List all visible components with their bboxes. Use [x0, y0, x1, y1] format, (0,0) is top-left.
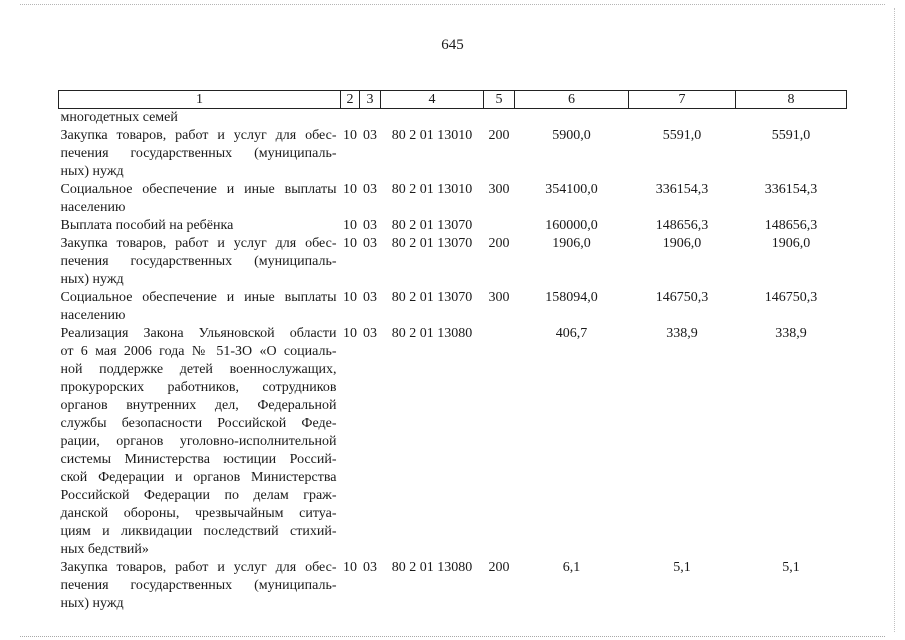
amount-col7-cell — [629, 109, 736, 128]
amount-col8-cell: 336154,3 — [764, 182, 818, 197]
row-name-cell — [59, 559, 341, 613]
budget-table — [58, 90, 847, 613]
row-name-cell — [59, 289, 341, 325]
column-header: 6 — [515, 91, 629, 109]
table-row — [59, 181, 847, 217]
row-name-line: ных) нужд — [60, 596, 124, 611]
row-name-line: системы Министерства юстиции Россий- — [60, 452, 337, 467]
row-name-line: населению — [60, 308, 126, 323]
amount-col8-cell: 1906,0 — [771, 236, 811, 251]
table-row — [59, 559, 847, 613]
amount-col7-cell: 146750,3 — [655, 290, 709, 305]
row-name-line: Социальное обеспечение и иные выплаты — [60, 182, 337, 197]
expense-type-cell — [484, 217, 515, 235]
row-name-line: ных) нужд — [60, 272, 124, 287]
expense-type-cell — [484, 109, 515, 128]
row-name-line: ной поддержке детей военнослужащих, — [60, 362, 337, 377]
amount-col8-cell: 338,9 — [775, 326, 807, 341]
table-row — [59, 289, 847, 325]
row-name-line: населению — [60, 200, 126, 215]
column-header: 8 — [736, 91, 847, 109]
table-row — [59, 127, 847, 181]
column-header: 2 — [341, 91, 360, 109]
row-name-line: Реализация Закона Ульяновской области — [60, 326, 337, 341]
row-name-line: Социальное обеспечение и иные выплаты — [60, 290, 337, 305]
target-article-cell: 80 2 01 13080 — [391, 560, 473, 575]
amount-col7-cell: 5,1 — [673, 560, 691, 575]
row-name-line: органов внутренних дел, Федеральной — [60, 398, 337, 413]
column-header: 7 — [629, 91, 736, 109]
section-code-cell: 10 — [343, 182, 357, 197]
column-header: 4 — [381, 91, 484, 109]
subsection-code-cell — [360, 109, 381, 128]
column-header: 5 — [484, 91, 515, 109]
amount-col6-cell: 354100,0 — [545, 182, 598, 197]
subsection-code-cell: 03 — [363, 290, 377, 305]
amount-col8-cell: 5591,0 — [771, 128, 811, 143]
subsection-code-cell: 03 — [363, 182, 377, 197]
table-row — [59, 325, 847, 559]
amount-col8-cell — [736, 109, 847, 128]
section-code-cell: 10 — [343, 326, 357, 341]
table-body — [59, 109, 847, 614]
row-name-cell — [59, 217, 341, 235]
row-name-line: ных бедствий» — [60, 542, 149, 557]
expense-type-cell: 300 — [488, 290, 510, 305]
amount-col6-cell: 5900,0 — [552, 128, 591, 143]
table-row — [59, 109, 847, 128]
amount-col6-cell: 406,7 — [555, 326, 588, 341]
row-name-line: циям и ликвидации последствий стихий- — [60, 524, 337, 539]
row-name-line: рации, органов уголовно-исполнительной — [60, 434, 337, 449]
column-number-header-row — [59, 91, 847, 109]
row-name-line: печения государственных (муниципаль- — [60, 578, 337, 593]
amount-col7-cell: 1906,0 — [662, 236, 702, 251]
row-name-line: Выплата пособий на ребёнка — [60, 218, 234, 233]
row-name-line: данской обороны, чрезвычайным ситуа- — [60, 506, 337, 521]
amount-col7-cell: 148656,3 — [655, 218, 709, 233]
target-article-cell: 80 2 01 13070 — [391, 290, 473, 305]
scan-edge-right — [894, 8, 895, 632]
amount-col6-cell — [515, 109, 629, 128]
subsection-code-cell: 03 — [363, 128, 377, 143]
scan-edge-bottom — [20, 636, 885, 637]
expense-type-cell: 200 — [488, 560, 510, 575]
row-name-cell — [59, 127, 341, 181]
row-name-line: Закупка товаров, работ и услуг для обес- — [60, 128, 337, 143]
target-article-cell: 80 2 01 13010 — [391, 182, 473, 197]
row-name-line: Российской Федерации по делам граж- — [60, 488, 337, 503]
subsection-code-cell: 03 — [363, 218, 377, 233]
subsection-code-cell: 03 — [363, 326, 377, 341]
target-article-cell: 80 2 01 13010 — [391, 128, 473, 143]
table-row — [59, 235, 847, 289]
scan-edge-top — [20, 4, 885, 5]
subsection-code-cell: 03 — [363, 236, 377, 251]
column-header: 3 — [360, 91, 381, 109]
target-article-cell: 80 2 01 13070 — [391, 236, 473, 251]
target-article-cell: 80 2 01 13070 — [391, 218, 473, 233]
amount-col8-cell: 146750,3 — [764, 290, 818, 305]
row-name-line: многодетных семей — [60, 110, 178, 125]
section-code-cell: 10 — [343, 218, 357, 233]
amount-col7-cell: 336154,3 — [655, 182, 709, 197]
row-name-line: Закупка товаров, работ и услуг для обес- — [60, 236, 337, 251]
row-name-line: ской Федерации и органов Министерства — [60, 470, 337, 485]
row-name-cell — [59, 235, 341, 289]
section-code-cell: 10 — [343, 560, 357, 575]
page-number: 645 — [441, 37, 464, 53]
amount-col8-cell: 148656,3 — [764, 218, 818, 233]
row-name-line: прокурорских работников, сотрудников — [60, 380, 337, 395]
amount-col6-cell: 6,1 — [562, 560, 581, 575]
amount-col6-cell: 160000,0 — [545, 218, 598, 233]
row-name-line: службы безопасности Российской Феде- — [60, 416, 337, 431]
expense-type-cell: 200 — [488, 128, 510, 143]
section-code-cell — [341, 109, 360, 128]
amount-col8-cell: 5,1 — [782, 560, 800, 575]
expense-type-cell — [484, 325, 515, 559]
column-header: 1 — [59, 91, 341, 109]
row-name-cell — [59, 181, 341, 217]
table-row — [59, 217, 847, 235]
subsection-code-cell: 03 — [363, 560, 377, 575]
row-name-line: ных) нужд — [60, 164, 124, 179]
expense-type-cell: 200 — [488, 236, 510, 251]
amount-col6-cell: 158094,0 — [545, 290, 598, 305]
section-code-cell: 10 — [343, 236, 357, 251]
amount-col7-cell: 5591,0 — [662, 128, 702, 143]
section-code-cell: 10 — [343, 290, 357, 305]
row-name-cell — [59, 109, 341, 128]
expense-type-cell: 300 — [488, 182, 510, 197]
target-article-cell — [381, 109, 484, 128]
row-name-line: Закупка товаров, работ и услуг для обес- — [60, 560, 337, 575]
amount-col6-cell: 1906,0 — [552, 236, 591, 251]
amount-col7-cell: 338,9 — [666, 326, 698, 341]
row-name-line: печения государственных (муниципаль- — [60, 146, 337, 161]
row-name-line: от 6 мая 2006 года № 51-ЗО «О социаль- — [60, 344, 337, 359]
target-article-cell: 80 2 01 13080 — [391, 326, 473, 341]
row-name-cell — [59, 325, 341, 559]
section-code-cell: 10 — [343, 128, 357, 143]
row-name-line: печения государственных (муниципаль- — [60, 254, 337, 269]
